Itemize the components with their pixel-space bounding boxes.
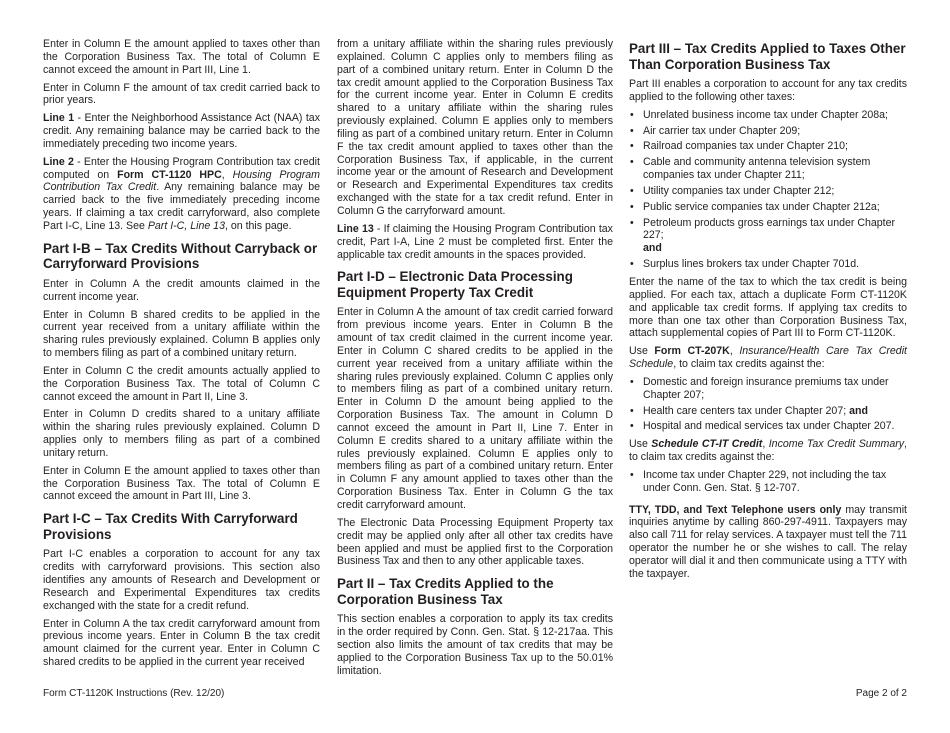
form-name: Form CT-1120 HPC: [117, 168, 222, 181]
tty-paragraph: [629, 504, 907, 581]
list-item: • Utility companies tax under Chapter 212;: [629, 185, 907, 198]
line-label: Line 2: [43, 155, 74, 168]
list-item: • Public service companies tax under Chapter 212a;: [629, 201, 907, 214]
other-taxes-list: [629, 109, 907, 271]
paragraph: Part III enables a corporation to account for any tax credits applied to the following other taxes:: [629, 78, 907, 103]
line-text: , to claim tax credits against the:: [629, 438, 907, 464]
paragraph: Enter in Column A the credit amounts claimed in the current income year.: [43, 277, 320, 303]
paragraph: Enter in Column B shared credits to be applied in the current year received from a unitary affiliate within the sharing rules previously explained. Column B applies only to members filing as part of a combined unitary return.: [43, 308, 320, 360]
form-title: Housing Program Contribution Tax Credit: [43, 168, 321, 194]
list-item: • Air carrier tax under Chapter 209;: [629, 125, 907, 138]
list-item-text: Health care centers tax under Chapter 207;: [643, 404, 847, 417]
list-item: • Cable and community antenna television system companies tax under Chapter 211;: [629, 156, 907, 182]
list-item: • Income tax under Chapter 229, not including the tax under Conn. Gen. Stat. § 12-707.: [629, 469, 907, 495]
list-item: • Unrelated business income tax under Chapter 208a;: [629, 109, 907, 122]
section-heading-part-iii: Part III – Tax Credits Applied to Taxes Other Than Corporation Business Tax: [629, 41, 906, 72]
line-text: - Enter the Housing Program Contribution tax credit computed on: [43, 155, 320, 181]
form-name: Schedule CT-IT Credit: [651, 438, 763, 451]
separator: ,: [762, 438, 769, 451]
paragraph: from a unitary affiliate within the sharing rules previously explained. Column C applies only to members filing as part of a combined unitary return. Enter in Column D the tax credit amount applied to the Corporation Business Tax for the current income year. Enter in Column E credits shared to a unitary affiliate within the sharing rules previously explained. Column E applies only to members filing as part of a combined unitary return. Enter in Column F the tax credit amount applied to taxes other than the Corporation Business Tax, if applicable, in the current income year or the amount of Research and Development or Research and Experimental Expenditures tax credits exchanged with the state for a tax credit refund. Enter in Column G the carryforward amount.: [337, 38, 613, 217]
paragraph: This section enables a corporation to apply its tax credits in the order required by Conn. Gen. Stat. § 12-217aa. This section also limits the amount of tax credits that may be applied to the Corporation Business Tax up to the 50.01% limitation.: [337, 613, 613, 677]
paragraph: Enter the name of the tax to which the tax credit is being applied. For each tax, attach a duplicate Form CT-1120K and applicable tax credit forms. If applying tax credits to more than one tax other than Corporation Business Tax, attach supplemental copies of Part III to Form CT-1120K.: [629, 275, 907, 340]
form-title: Income Tax Credit Summary: [768, 438, 905, 451]
column-2: [337, 38, 613, 682]
line-2-paragraph: [43, 156, 320, 233]
paragraph: Enter in Column A the amount of tax credit carried forward from previous income years. Enter in Column B the amount of tax credit claimed in the current income year. Enter in Column C shared credits to be applied in the current year received from a unitary affiliate within the sharing rules previously explained. Column C applies only to members filing as part of a combined unitary return. Enter in Column D the amount being applied to the Corporation Business Tax. The amount in Column D cannot exceed the amount in Part II, Line 7. Enter in Column E credits shared to a unitary affiliate within the rules previously explained. Column E applies only to members filing as part of a combined unitary return. Enter in Column F any amount applied to taxes other than the Corporation Business Tax. Enter in Column G the tax credit carryforward amount.: [337, 306, 613, 511]
line-text: . Any remaining balance may be carried back to the five immediately preceding income years. If claiming a tax credit carryforward, also complete Part I-C, Line 13. See: [43, 181, 320, 232]
schedule-ct-it-paragraph: [629, 438, 907, 464]
paragraph: Part I-C enables a corporation to account for any tax credits with carryforward provisions. This section also identifies any amounts of Research and Development or Research and Experimental Expenditures tax credits exchanged with the state for a credit refund.: [43, 548, 320, 612]
list-item: • Surplus lines brokers tax under Chapter 701d.: [629, 258, 907, 271]
paragraph: Enter in Column A the tax credit carryforward amount from previous income years. Enter in Column B the tax credit amount claimed for the current year. Enter in Column C shared credits to be applied in the current year received: [43, 617, 320, 669]
footer-page-number: Page 2 of 2: [855, 688, 907, 699]
column-1: [43, 38, 320, 674]
list-item-text: Petroleum products gross earnings tax under Chapter 227;: [643, 216, 896, 242]
separator: ,: [729, 345, 740, 358]
paragraph: The Electronic Data Processing Equipment Property tax credit may be applied only after all other tax credits have been applied and must be applied first to the Corporation Business Tax and then to any other applicable taxes.: [337, 516, 613, 568]
insurance-taxes-list: [629, 376, 907, 433]
use-word: Use: [629, 345, 655, 358]
paragraph: Enter in Column C the credit amounts actually applied to the Corporation Business Tax. The total of Column C cannot exceed the amount in Part II, Line 3.: [43, 364, 320, 403]
line-text: - Enter the Neighborhood Assistance Act (NAA) tax credit. Any remaining balance may be carried back to the immediately preceding two income years.: [43, 112, 320, 150]
line-text: , to claim tax credits against the:: [673, 358, 825, 371]
list-item-with-and: [629, 217, 907, 256]
form-207k-paragraph: [629, 345, 907, 371]
form-name: Form CT-207K: [654, 345, 730, 358]
section-heading-part-ic: Part I-C – Tax Credits With Carryforward Provisions: [43, 511, 298, 542]
line-1-paragraph: [43, 112, 320, 151]
line-text: ,: [221, 168, 233, 181]
section-heading-part-ib: Part I-B – Tax Credits Without Carryback or Carryforward Provisions: [43, 240, 318, 272]
list-item: • Railroad companies tax under Chapter 210;: [629, 140, 907, 153]
tty-label: TTY, TDD, and Text Telephone users only: [629, 503, 842, 516]
paragraph: Enter in Column E the amount applied to taxes other than the Corporation Business Tax. The total of Column E cannot exceed the amount in Part III, Line 1.: [43, 38, 320, 76]
line-text: , on this page.: [224, 219, 292, 232]
income-tax-list: [629, 469, 907, 495]
section-heading-part-id: Part I-D – Electronic Data Processing Equipment Property Tax Credit: [337, 269, 573, 300]
line-label: Line 1: [43, 112, 75, 125]
line-13-paragraph: [337, 223, 613, 262]
use-word: Use: [629, 438, 652, 451]
paragraph: Enter in Column D credits shared to a unitary affiliate within the sharing rules previously explained. Column D applies only to members filing as part of a combined unitary return.: [43, 408, 320, 459]
cross-reference: Part I-C, Line 13: [147, 219, 225, 232]
line-label: Line 13: [337, 222, 374, 235]
list-item-with-and: [629, 405, 907, 418]
and-word: and: [643, 242, 662, 255]
section-heading-part-ii: Part II – Tax Credits Applied to the Corporation Business Tax: [337, 576, 554, 607]
tty-text: may transmit inquiries anytime by calling 860-297-4911. Taxpayers may also call 711 for relay services. A taxpayer must tell the 711 operator the number he or she wishes to call. The relay operator will dial it and then communicate using a TTY with the taxpayer.: [629, 503, 907, 580]
paragraph: Enter in Column F the amount of tax credit carried back to prior years.: [43, 81, 320, 107]
list-item: • Hospital and medical services tax under Chapter 207.: [629, 420, 907, 433]
paragraph: Enter in Column E the amount applied to taxes other than the Corporation Business Tax. The total of Column E cannot exceed the amount in Part III, Line 3.: [43, 464, 320, 503]
list-item: • Domestic and foreign insurance premiums tax under Chapter 207;: [629, 376, 907, 402]
line-text: - If claiming the Housing Program Contribution tax credit, Part I-A, Line 2 must be completed first. Enter the applicable tax credit amounts in the spaces provided.: [337, 222, 613, 261]
form-title: Insurance/Health Care Tax Credit Schedule: [629, 345, 907, 371]
column-3: [629, 38, 907, 586]
footer-form-id: Form CT-1120K Instructions (Rev. 12/20): [43, 688, 225, 699]
and-word: and: [849, 404, 868, 417]
